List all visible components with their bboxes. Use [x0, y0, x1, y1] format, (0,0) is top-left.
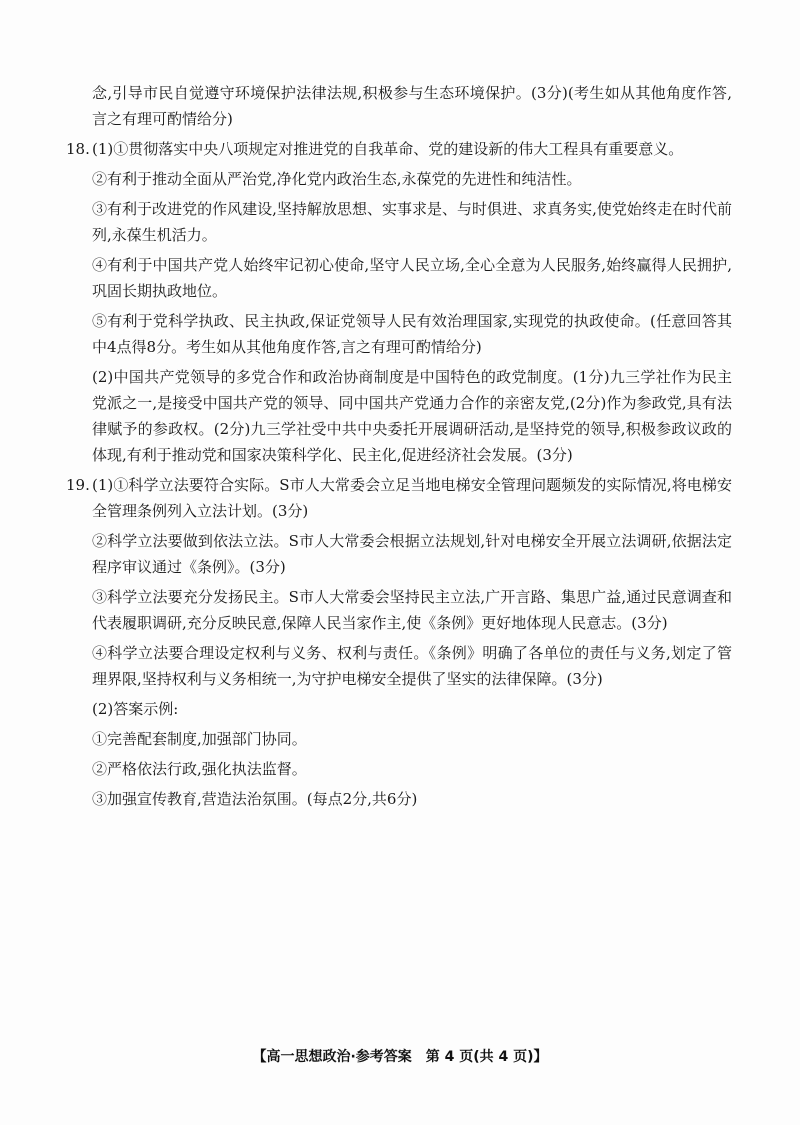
answer-line: ④科学立法要合理设定权利与义务、权利与责任。《条例》明确了各单位的责任与义务,划定了管理界限,坚持权利与义务相统一,为守护电梯安全提供了坚实的法律保障。(3分) — [92, 644, 732, 688]
answer-line: ②科学立法要做到依法立法。S市人大常委会根据立法规划,针对电梯安全开展立法调研,依据法定程序审议通过《条例》。(3分) — [92, 532, 732, 576]
answer-line: ③科学立法要充分发扬民主。S市人大常委会坚持民主立法,广开言路、集思广益,通过民意调查和代表履职调研,充分反映民意,保障人民当家作主,使《条例》更好地体现人民意志。(3分) — [92, 588, 732, 632]
question-19 — [66, 472, 732, 812]
question-number: 19. — [66, 476, 90, 494]
answer-line: (1)①科学立法要符合实际。S市人大常委会立足当地电梯安全管理问题频发的实际情况,将电梯安全管理条例列入立法计划。(3分) — [92, 476, 732, 520]
question-18 — [66, 136, 732, 468]
question-number: 18. — [66, 140, 90, 158]
answer-line: ④有利于中国共产党人始终牢记初心使命,坚守人民立场,全心全意为人民服务,始终赢得人民拥护,巩固长期执政地位。 — [92, 256, 732, 300]
page-footer: 【高一思想政治·参考答案 第 4 页(共 4 页)】 — [252, 1049, 548, 1065]
document-body — [66, 80, 732, 816]
answer-line: ③有利于改进党的作风建设,坚持解放思想、实事求是、与时俱进、求真务实,使党始终走在时代前列,永葆生机活力。 — [92, 200, 732, 244]
answer-line: (2)答案示例: — [92, 700, 179, 718]
answer-line: ⑤有利于党科学执政、民主执政,保证党领导人民有效治理国家,实现党的执政使命。(任意回答其中4点得8分。考生如从其他角度作答,言之有理可酌情给分) — [92, 312, 732, 356]
answer-line: ②严格依法行政,强化执法监督。 — [92, 760, 307, 778]
answer-line: ③加强宣传教育,营造法治氛围。(每点2分,共6分) — [92, 790, 418, 808]
answer-line: ①完善配套制度,加强部门协同。 — [92, 730, 307, 748]
answer-line: (2)中国共产党领导的多党合作和政治协商制度是中国特色的政党制度。(1分)九三学社作为民主党派之一,是接受中国共产党的领导、同中国共产党通力合作的亲密友党,(2分)作为参政党,具有法律赋予的参政权。(2分)九三学社受中共中央委托开展调研活动,是坚持党的领导,积极参政议政的体现,有利于推动党和国家决策科学化、民主化,促进经济社会发展。(3分) — [92, 368, 732, 464]
answer-line: ②有利于推动全面从严治党,净化党内政治生态,永葆党的先进性和纯洁性。 — [92, 170, 582, 188]
paragraph-continued: 念,引导市民自觉遵守环境保护法律法规,积极参与生态环境保护。(3分)(考生如从其他角度作答,言之有理可酌情给分) — [92, 84, 732, 128]
answer-line: (1)①贯彻落实中央八项规定对推进党的自我革命、党的建设新的伟大工程具有重要意义。 — [92, 140, 684, 158]
